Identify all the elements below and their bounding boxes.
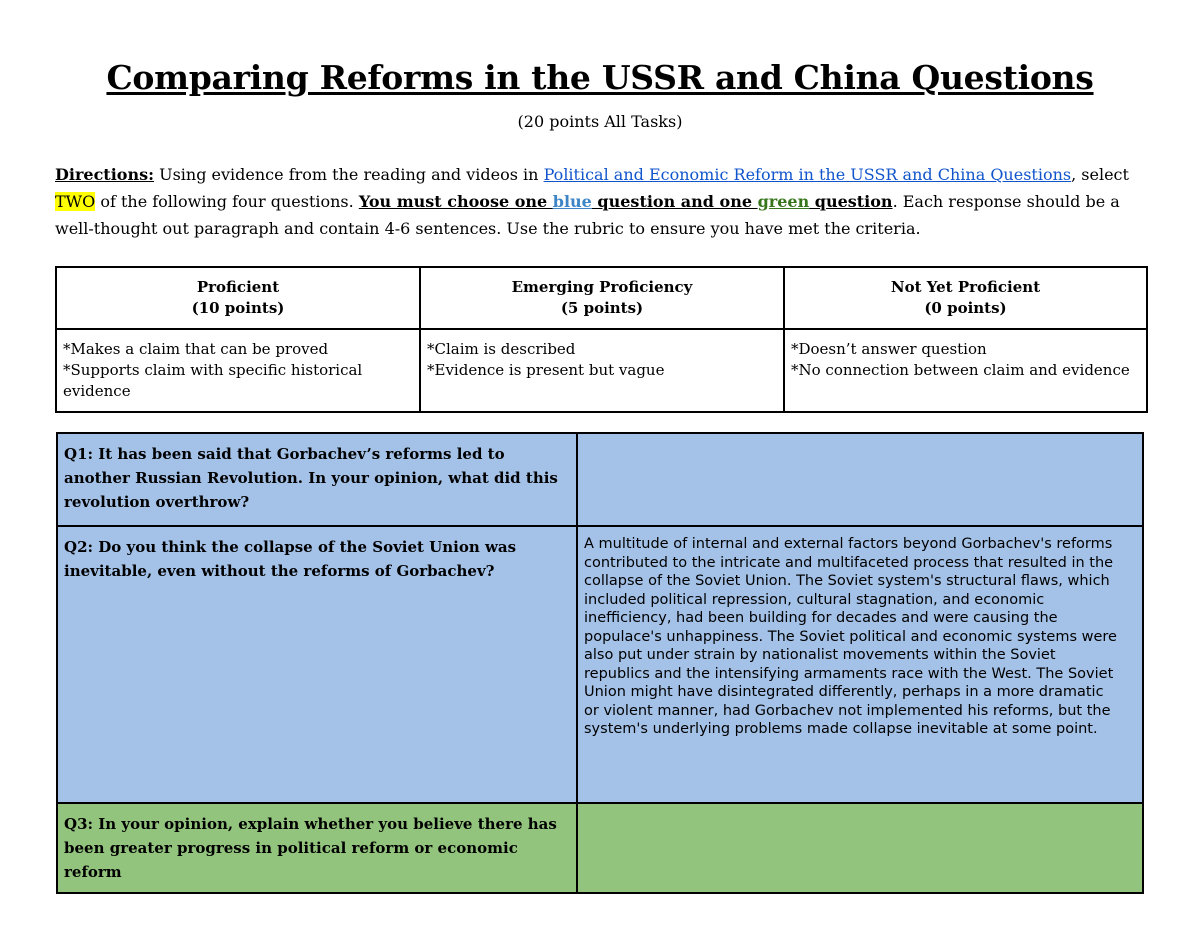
rubric-criterion: *Supports claim with specific historical evidence: [63, 361, 363, 400]
answer-q3[interactable]: [577, 803, 1143, 893]
green-word: green: [757, 192, 810, 211]
rubric-criterion: *Makes a claim that can be proved: [63, 340, 329, 358]
rubric-header-emerging: [420, 267, 784, 329]
rubric-criterion: *Claim is described: [427, 340, 576, 358]
rubric-criteria-not-yet: [784, 329, 1147, 412]
must-choose-text: question and one: [591, 192, 758, 211]
rubric-level-name: Not Yet Proficient: [890, 278, 1041, 296]
question-q1: Q1: It has been said that Gorbachev’s reforms led to another Russian Revolution. In your opinion, what did this revolution overthrow?: [57, 433, 577, 526]
question-row-q2: [57, 526, 1143, 803]
rubric-level-name: Emerging Proficiency: [511, 278, 693, 296]
question-q3: Q3: In your opinion, explain whether you believe there has been greater progress in political reform or economic reform: [57, 803, 577, 893]
question-q2: Q2: Do you think the collapse of the Soviet Union was inevitable, even without the reforms of Gorbachev?: [57, 526, 577, 803]
rubric-level-points: (0 points): [924, 299, 1007, 317]
rubric-header-proficient: [56, 267, 420, 329]
must-choose-text: You must choose one: [358, 192, 553, 211]
rubric-level-name: Proficient: [196, 278, 280, 296]
blue-word: blue: [552, 192, 592, 211]
rubric-criterion: *No connection between claim and evidence: [791, 361, 1130, 379]
directions-text: , select: [1071, 165, 1129, 184]
answer-q2[interactable]: A multitude of internal and external factors beyond Gorbachev's reforms contributed to the intricate and multifaceted process that resulted in the collapse of the Soviet Union. The Soviet system's structural flaws, which included political repression, cultural stagnation, and economic inefficiency, had been building for decades and were causing the populace's unhappiness. The Soviet political and economic systems were also put under strain by nationalist movements within the Soviet republics and the intensifying armaments race with the West. The Soviet Union might have disintegrated differently, perhaps in a more dramatic or violent manner, had Gorbachev not implemented his reforms, but the system's underlying problems made collapse inevitable at some point.: [577, 526, 1143, 803]
points-subtitle: (20 points All Tasks): [517, 112, 683, 131]
directions-text: of the following four questions.: [95, 192, 359, 211]
rubric-header-row: [56, 267, 1147, 329]
highlighted-word: TWO: [55, 192, 96, 211]
directions-label: Directions:: [55, 165, 154, 184]
reading-link[interactable]: Political and Economic Reform in the USSR and China Questions: [543, 165, 1072, 184]
rubric-table: [55, 266, 1148, 413]
questions-table: [56, 432, 1144, 894]
rubric-level-points: (10 points): [191, 299, 285, 317]
rubric-header-not-yet: [784, 267, 1147, 329]
rubric-criterion: *Doesn’t answer question: [791, 340, 987, 358]
rubric-criteria-row: [56, 329, 1147, 412]
must-choose-text: question: [809, 192, 893, 211]
answer-q1[interactable]: [577, 433, 1143, 526]
directions-paragraph: [55, 161, 1150, 242]
directions-text: Using evidence from the reading and videos in: [154, 165, 544, 184]
rubric-level-points: (5 points): [560, 299, 644, 317]
question-row-q3: [57, 803, 1143, 893]
rubric-criteria-emerging: [420, 329, 784, 412]
directions-text: . Each response should be a well-thought out paragraph and contain 4-6 sentences. Use the rubric to ensure you have met the criteria.: [55, 192, 1120, 238]
rubric-criteria-proficient: [56, 329, 420, 412]
rubric-criterion: *Evidence is present but vague: [427, 361, 665, 379]
page-title: Comparing Reforms in the USSR and China Questions: [106, 58, 1094, 97]
question-row-q1: [57, 433, 1143, 526]
